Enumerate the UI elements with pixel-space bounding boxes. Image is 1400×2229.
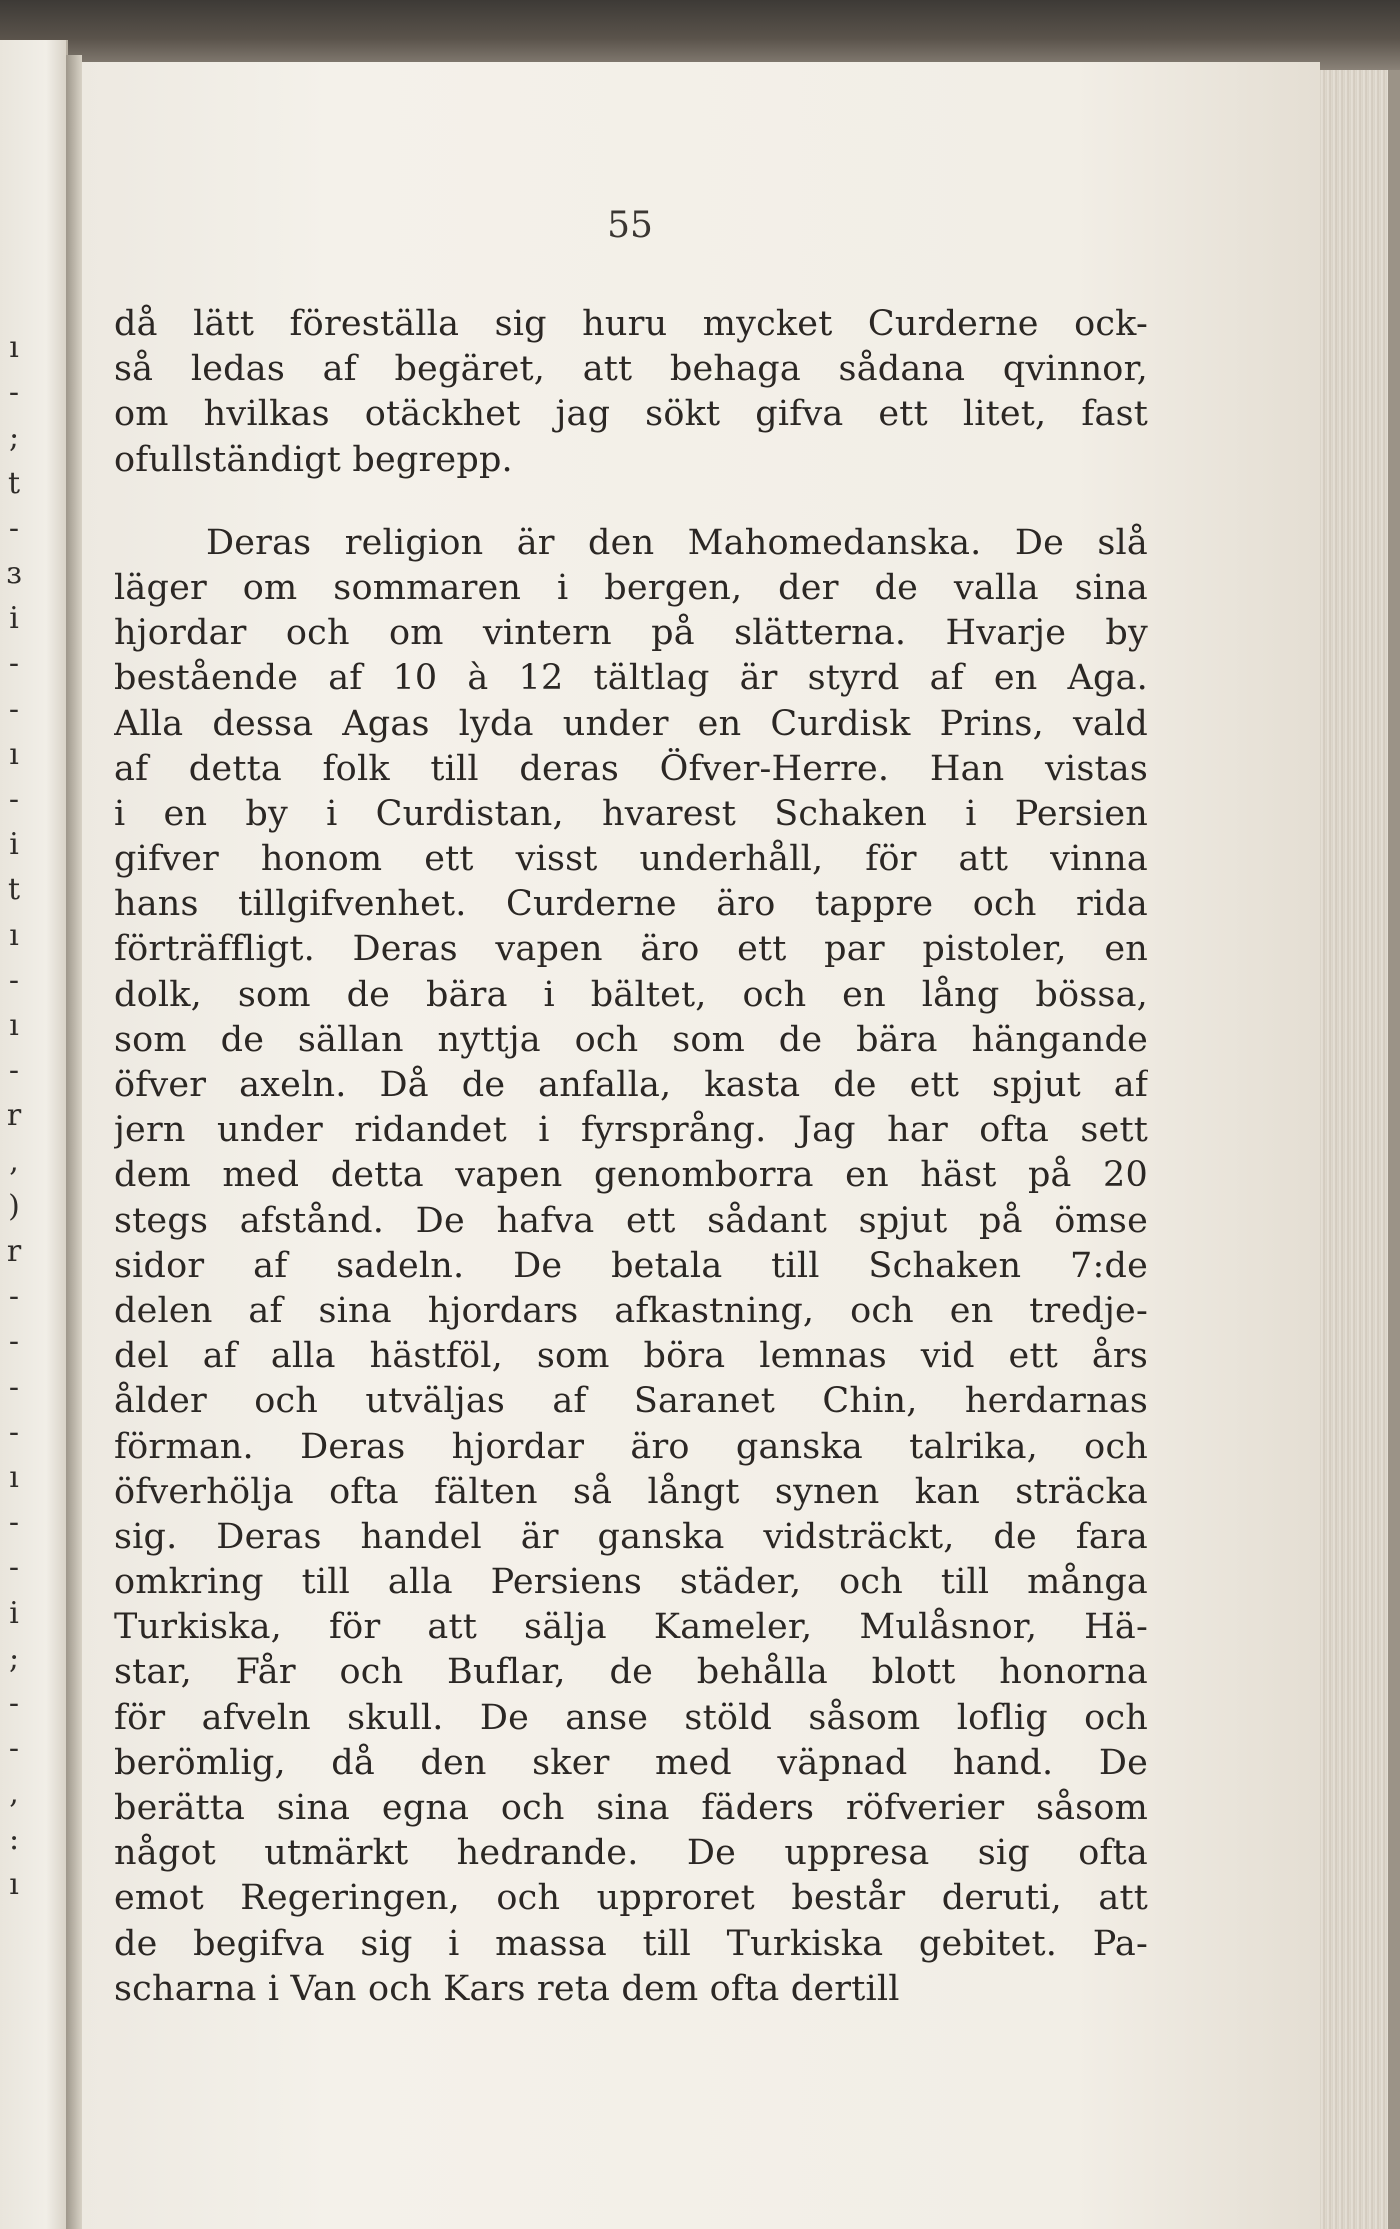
- facing-page-glyph: t: [7, 465, 21, 501]
- text-line: i en by i Curdistan, hvarest Schaken i Persien: [114, 793, 1148, 834]
- text-line: om hvilkas otäckhet jag sökt gifva ett litet, fast: [114, 394, 1148, 435]
- text-line: förträffligt. Deras vapen äro ett par pistoler, en: [114, 929, 1148, 970]
- facing-page-glyph: -: [8, 1686, 20, 1721]
- facing-page-glyph: -: [8, 1369, 20, 1405]
- text-line: berömlig, då den sker med väpnad hand. De: [114, 1742, 1148, 1783]
- text-line: del af alla hästföl, som böra lemnas vid ett års: [114, 1336, 1148, 1377]
- facing-page-glyph: ;: [8, 420, 20, 456]
- text-line: hans tillgifvenhet. Curderne äro tappre och rida: [114, 884, 1148, 925]
- paragraph: [114, 302, 1148, 483]
- text-line: Alla dessa Agas lyda under en Curdisk Prins, vald: [114, 703, 1148, 744]
- facing-page-glyph: ı: [9, 330, 19, 365]
- facing-page-glyph: ): [8, 1188, 20, 1224]
- text-line: ålder och utväljas af Saranet Chin, herdarnas: [114, 1381, 1148, 1422]
- facing-page-glyph: r: [6, 1098, 22, 1134]
- facing-page-glyph: -: [8, 375, 20, 411]
- facing-page-glyph: ı: [9, 1008, 19, 1043]
- page-stack-shadow: [1388, 70, 1400, 2229]
- text-line: scharna i Van och Kars reta dem ofta dertill: [114, 1968, 900, 2009]
- facing-page-glyph: ı: [9, 736, 19, 772]
- facing-page-glyph: ;: [8, 1640, 20, 1676]
- facing-page-glyph: i: [9, 827, 19, 863]
- text-line: gifver honom ett visst underhåll, för att vinna: [114, 839, 1148, 880]
- facing-page-glyph: ,: [9, 1143, 19, 1179]
- facing-page-glyph: -: [8, 1279, 20, 1315]
- text-line: berätta sina egna och sina fäders röfverier såsom: [114, 1788, 1148, 1828]
- text-line: då lätt föreställa sig huru mycket Curderne ock-: [114, 304, 1148, 344]
- text-line: öfverhölja ofta fälten så långt synen kan sträcka: [114, 1471, 1148, 1512]
- text-line: Deras religion är den Mahomedanska. De slå: [206, 522, 1148, 563]
- facing-page-glyph: ,: [9, 1776, 19, 1812]
- facing-page-glyph: i: [9, 601, 19, 637]
- text-line: stegs afstånd. De hafva ett sådant spjut på ömse: [114, 1200, 1148, 1241]
- facing-page-edge: [0, 40, 68, 2229]
- facing-page-glyph: -: [8, 1324, 20, 1360]
- book-cover-edge: [0, 0, 1400, 70]
- text-line: dolk, som de bära i bältet, och en lång bössa,: [114, 974, 1148, 1015]
- book-gutter: [66, 55, 82, 2229]
- text-line: ofullständigt begrepp.: [114, 439, 513, 480]
- facing-page-glyph: -: [8, 1550, 20, 1586]
- text-line: som de sällan nyttja och som de bära hängande: [114, 1019, 1148, 1060]
- text-line: emot Regeringen, och upproret består deruti, att: [114, 1878, 1148, 1919]
- facing-page-glyph: ı: [9, 1460, 19, 1495]
- facing-page-glyph: i: [9, 1595, 19, 1631]
- facing-page-glyph: ɜ: [6, 556, 22, 591]
- text-line: hjordar och om vintern på slätterna. Hvarje by: [114, 613, 1148, 654]
- text-line: bestående af 10 à 12 tältlag är styrd af en Aga.: [114, 658, 1148, 699]
- facing-page-glyph: -: [8, 962, 20, 998]
- text-line: så ledas af begäret, att behaga sådana qvinnor,: [114, 349, 1148, 390]
- facing-page-glyph: :: [8, 1821, 20, 1857]
- text-line: star, Får och Buflar, de behålla blott honorna: [114, 1652, 1148, 1693]
- page-number: 55: [607, 205, 653, 246]
- body-text: [114, 302, 1148, 2012]
- text-line: jern under ridandet i fyrsprång. Jag har ofta sett: [114, 1110, 1148, 1151]
- facing-page-glyph: -: [8, 782, 20, 817]
- text-line: sidor af sadeln. De betala till Schaken 7:de: [114, 1245, 1148, 1286]
- text-line: något utmärkt hedrande. De uppresa sig ofta: [114, 1833, 1148, 1874]
- facing-page-glyph: -: [8, 1505, 20, 1541]
- text-line: för afveln skull. De anse stöld såsom loflig och: [114, 1697, 1148, 1738]
- text-line: förman. Deras hjordar äro ganska talrika, och: [114, 1426, 1148, 1467]
- paragraph-gap: [114, 483, 1148, 521]
- facing-page-glyph: ı: [9, 1866, 19, 1902]
- facing-page-glyph: -: [8, 691, 20, 727]
- text-line: öfver axeln. Då de anfalla, kasta de ett spjut af: [114, 1065, 1148, 1105]
- paragraph: [114, 521, 1148, 2012]
- facing-page-glyph: -: [8, 1053, 20, 1089]
- text-line: af detta folk till deras Öfver-Herre. Han vistas: [114, 748, 1148, 789]
- text-line: delen af sina hjordars afkastning, och en tredje-: [114, 1290, 1148, 1331]
- facing-page-glyph: ı: [9, 917, 19, 953]
- text-line: sig. Deras handel är ganska vidsträckt, de fara: [114, 1516, 1148, 1557]
- facing-page-glyph: -: [8, 646, 20, 682]
- text-line: de begifva sig i massa till Turkiska gebitet. Pa-: [114, 1923, 1148, 1964]
- text-line: omkring till alla Persiens städer, och till många: [114, 1562, 1148, 1603]
- text-line: dem med detta vapen genomborra en häst på 20: [114, 1155, 1148, 1196]
- facing-page-glyph: -: [8, 1731, 20, 1767]
- facing-page-glyph: -: [8, 510, 20, 546]
- text-line: läger om sommaren i bergen, der de valla sina: [114, 567, 1148, 608]
- facing-page-glyph: -: [8, 1414, 20, 1450]
- facing-page-glyph: r: [6, 1234, 22, 1269]
- text-line: Turkiska, för att sälja Kameler, Mulåsnor, Hä-: [114, 1607, 1148, 1648]
- facing-page-glyph: t: [7, 872, 21, 908]
